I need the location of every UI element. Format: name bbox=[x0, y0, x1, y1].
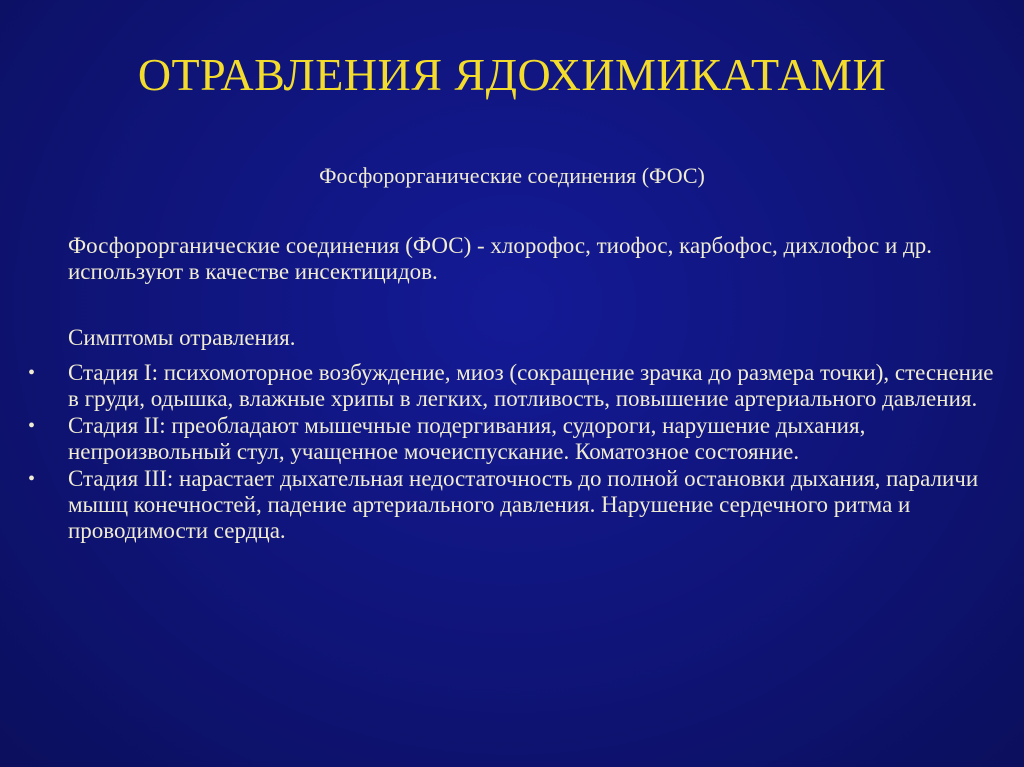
intro-paragraph: Фосфорорганические соединения (ФОС) - хлорофос, тиофос, карбофос, дихлофос и др. используют в качестве инсектицидов. bbox=[68, 233, 932, 284]
stage-3-text: Стадия III: нарастает дыхательная недостаточность до полной остановки дыхания, параличи мышц конечностей, падение артериального давления. Нарушение сердечного ритма и проводимости сердца. bbox=[68, 466, 979, 543]
bullet-icon: • bbox=[28, 415, 36, 437]
stage-1-text: Стадия I: психомоторное возбуждение, миоз (сокращение зрачка до размера точки), стеснение в груди, одышка, влажные хрипы в легких, потливость, повышение артериального давления. bbox=[68, 360, 994, 411]
slide-subtitle: Фосфорорганические соединения (ФОС) bbox=[319, 163, 705, 188]
stage-1-item bbox=[0, 360, 998, 412]
bullet-icon: • bbox=[28, 468, 36, 490]
stage-2-item bbox=[0, 413, 998, 465]
stage-2-text: Стадия II: преобладают мышечные подергивания, судороги, нарушение дыхания, непроизвольный стул, учащенное мочеиспускание. Коматозное состояние. bbox=[68, 413, 866, 464]
slide-title: ОТРАВЛЕНИЯ ЯДОХИМИКАТАМИ bbox=[137, 49, 887, 100]
symptoms-heading: Симптомы отравления. bbox=[68, 325, 296, 350]
bullet-icon: • bbox=[28, 362, 36, 384]
stages-list bbox=[0, 360, 1024, 545]
stage-3-item bbox=[0, 466, 998, 544]
